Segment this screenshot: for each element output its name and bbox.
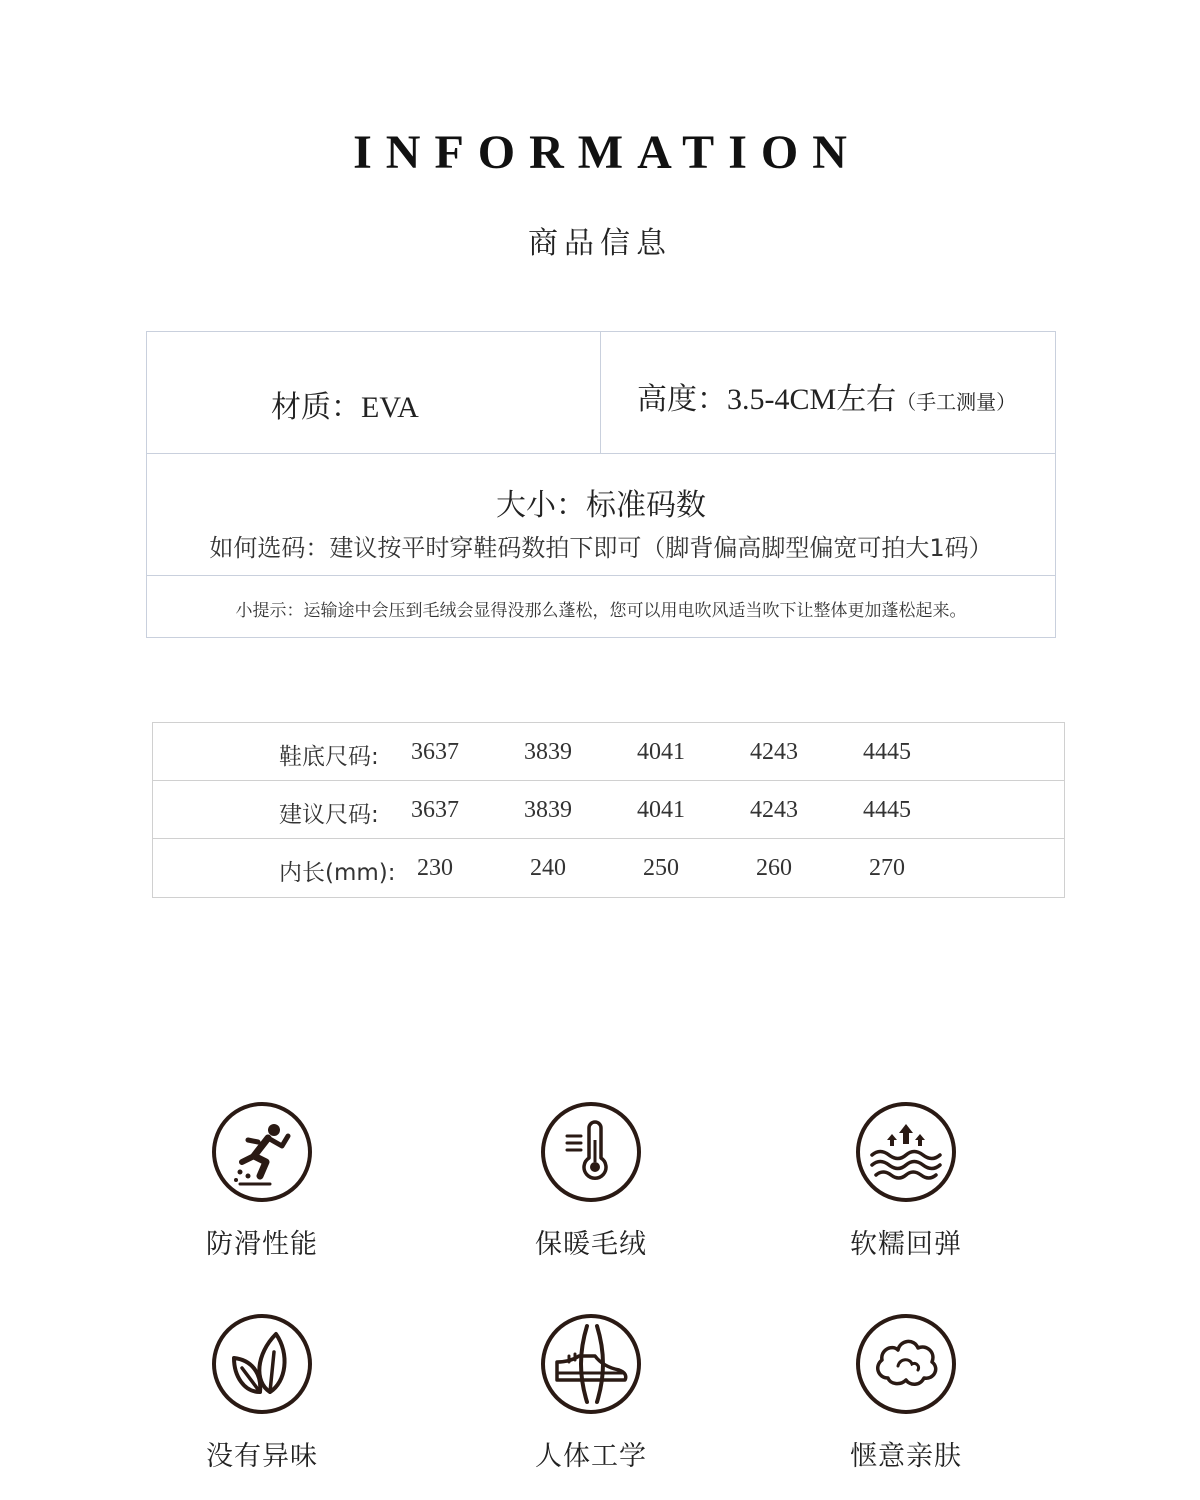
- cotton-icon: [854, 1312, 958, 1416]
- ergonomic-shoe-icon: [539, 1312, 643, 1416]
- rebound-icon: [854, 1100, 958, 1204]
- product-info-table: [146, 331, 1056, 638]
- row-label: 内长(mm):: [279, 860, 396, 886]
- feature-label: 防滑性能: [206, 1229, 318, 1260]
- height-label: 高度：: [637, 382, 727, 417]
- feature-warm-plush: [481, 1100, 701, 1261]
- feature-soft-rebound: [796, 1100, 1016, 1261]
- feature-anti-slip: [152, 1100, 372, 1261]
- height-text: [637, 374, 1016, 418]
- info-row-material-height: [147, 332, 1055, 454]
- table-cell: 4041: [637, 739, 685, 765]
- material-label: 材质：: [271, 390, 361, 425]
- table-row: [153, 839, 1064, 897]
- table-cell: 230: [417, 855, 453, 881]
- row-label: 鞋底尺码:: [279, 744, 379, 770]
- size-guide-text: 如何选码：建议按平时穿鞋码数拍下即可（脚背偏高脚型偏宽可拍大1码）: [209, 534, 993, 562]
- leaf-icon: [210, 1312, 314, 1416]
- table-cell: 240: [530, 855, 566, 881]
- info-row-tip: [147, 576, 1055, 638]
- height-suffix: 左右: [836, 382, 897, 417]
- feature-skin-friendly: [796, 1312, 1016, 1473]
- material-cell: [147, 332, 601, 453]
- feature-label: 软糯回弹: [850, 1229, 962, 1260]
- table-cell: 4243: [750, 739, 798, 765]
- material-value: EVA: [361, 391, 419, 424]
- table-cell: 3637: [411, 739, 459, 765]
- table-row: [153, 781, 1064, 839]
- table-cell: 4445: [863, 739, 911, 765]
- feature-label: 保暖毛绒: [535, 1229, 647, 1260]
- table-cell: 260: [756, 855, 792, 881]
- page-title-cn: 商品信息: [528, 226, 672, 261]
- feature-label: 没有异味: [206, 1441, 318, 1472]
- row-label: 建议尺码:: [279, 802, 379, 828]
- table-cell: 4243: [750, 797, 798, 823]
- table-cell: 3839: [524, 797, 572, 823]
- table-cell: 3637: [411, 797, 459, 823]
- table-cell: 4041: [637, 797, 685, 823]
- size-chart-table: [152, 722, 1065, 898]
- info-row-size: [147, 454, 1055, 576]
- feature-label: 惬意亲肤: [850, 1441, 962, 1472]
- page-title-en: INFORMATION: [353, 126, 861, 179]
- feature-no-odor: [152, 1312, 372, 1473]
- thermometer-icon: [539, 1100, 643, 1204]
- size-title: 大小：标准码数: [496, 488, 706, 523]
- tip-text: 小提示：运输途中会压到毛绒会显得没那么蓬松，您可以用电吹风适当吹下让整体更加蓬松起来。: [235, 601, 967, 621]
- table-cell: 4445: [863, 797, 911, 823]
- height-cell: [601, 332, 1055, 453]
- feature-label: 人体工学: [535, 1441, 647, 1472]
- height-value: 3.5-4CM: [727, 383, 837, 416]
- table-cell: 250: [643, 855, 679, 881]
- feature-ergonomic: [481, 1312, 701, 1473]
- table-row: [153, 723, 1064, 781]
- material-text: [271, 382, 419, 426]
- slip-icon: [210, 1100, 314, 1204]
- height-note: （手工测量）: [896, 390, 1017, 414]
- table-cell: 270: [869, 855, 905, 881]
- table-cell: 3839: [524, 739, 572, 765]
